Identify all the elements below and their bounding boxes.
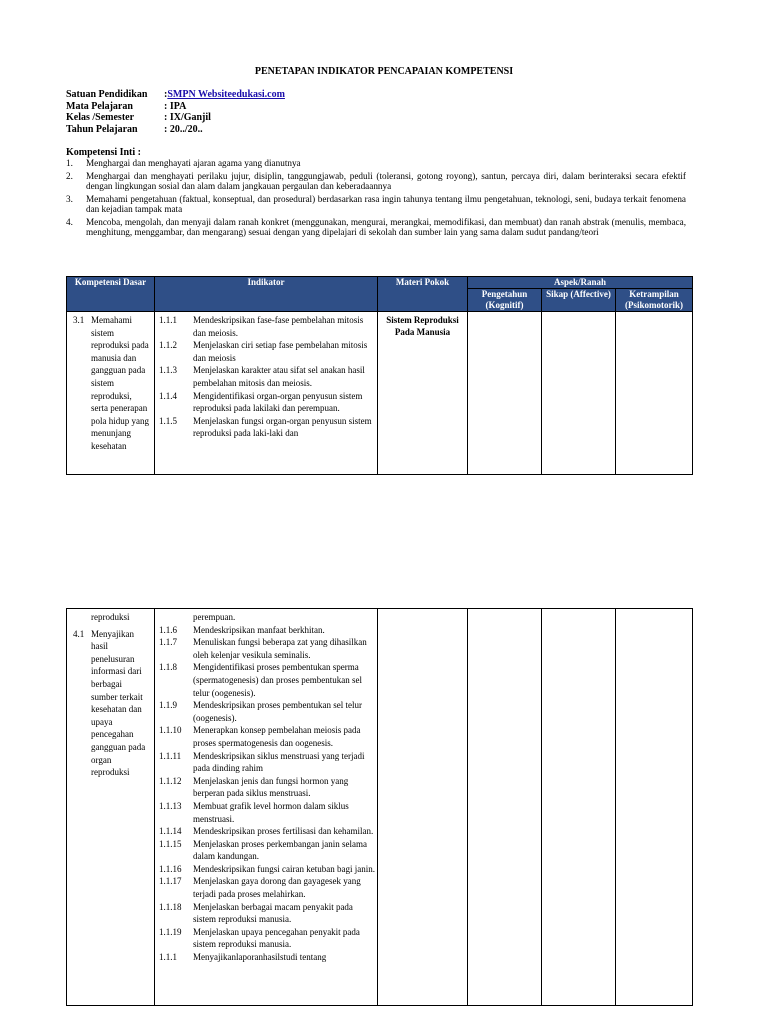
document-title: PENETAPAN INDIKATOR PENCAPAIAN KOMPETENSI: [254, 66, 514, 77]
indicator-item: [159, 390, 375, 415]
indicator-text: Mendeskripsikan siklus menstruasi yang terjadi pada dinding rahim: [193, 750, 365, 774]
header-materi-pokok: Materi Pokok: [378, 277, 468, 312]
indicator-text: Menjelaskan karakter atau sifat sel anakan hasil pembelahan mitosis dan meiosis.: [193, 365, 365, 388]
indicator-item: [159, 901, 375, 926]
indicator-item: [159, 750, 375, 775]
indicator-text: Membuat grafik level hormon dalam siklus menstruasi.: [193, 800, 349, 824]
kd-item: [73, 314, 152, 453]
indicator-number: 1.1.17: [159, 876, 182, 887]
indicator-item: [159, 838, 375, 863]
indicator-item: [159, 800, 375, 825]
indicator-text: Menjelaskan fungsi organ-organ penyusun sistem reproduksi pada laki-laki dan: [193, 415, 372, 439]
sikap-cell: [542, 312, 616, 475]
ki-heading: Kompetensi Inti :: [66, 147, 141, 158]
meta-label: Satuan Pendidikan: [66, 89, 148, 100]
header-ketrampilan: Ketrampilan (Psikomotorik): [616, 289, 693, 312]
indicator-text: Mendeskripsikan manfaat berkhitan.: [193, 624, 325, 635]
indicator-item: [159, 724, 375, 749]
kd-number: 3.1: [73, 315, 85, 325]
indicator-text: Mendeskripsikan fungsi cairan ketuban bagi janin.: [193, 863, 375, 874]
indicator-text: Menjelaskan ciri setiap fase pembelahan mitosis dan meiosis: [193, 340, 368, 363]
indicator-item: [159, 926, 375, 951]
ki-text: Menghargai dan menghayati ajaran agama yang dianutnya: [86, 158, 301, 168]
indicator-item: [159, 415, 375, 440]
indicator-item-continued: [159, 611, 375, 624]
ki-number: 2.: [66, 170, 73, 181]
indicator-number: 1.1.2: [159, 340, 177, 351]
indicator-table-page1: [66, 276, 693, 475]
kd-text: Memahami sistem reproduksi pada manusia dan gangguan pada sistem reproduksi, serta penerapan pola hidup yang menunjang kesehatan: [91, 315, 149, 451]
indicator-text: Menjelaskan jenis dan fungsi hormon yang berperan pada siklus menstruasi.: [193, 775, 349, 799]
indicator-text: Mendeskripsikan fase-fase pembelahan mitosis dan meiosis.: [193, 315, 364, 338]
indicator-number: 1.1.11: [159, 750, 182, 761]
indicator-item: [159, 624, 375, 637]
indicator-table-page2: [66, 608, 693, 1006]
header-pengetahuan: Pengetahun (Kognitif): [468, 289, 542, 312]
indicator-number: 1.1.15: [159, 838, 182, 849]
kd-item: [73, 628, 152, 779]
meta-value: : 20../20..: [164, 123, 203, 135]
indicator-number: 1.1.3: [159, 365, 177, 376]
kd-number: 4.1: [73, 628, 85, 639]
ketrampilan-cell: [616, 609, 693, 1006]
pengetahuan-cell: [468, 609, 542, 1006]
header-aspek-ranah: Aspek/Ranah: [468, 277, 693, 289]
indicator-item: [159, 364, 375, 389]
indicator-number: 1.1.5: [159, 415, 177, 426]
school-link[interactable]: SMPN Websiteedukasi.com: [167, 89, 285, 100]
ki-item: [66, 171, 686, 192]
indicator-number: 1.1.10: [159, 725, 182, 736]
kd-item-continued: [73, 611, 152, 624]
indicator-item: [159, 699, 375, 724]
kd-cell: [67, 312, 155, 475]
indicator-text: Mengidentifikasi organ-organ penyusun sistem reproduksi pada lakilaki dan perempuan.: [193, 390, 363, 414]
ki-item: [66, 158, 686, 169]
indicator-item: [159, 825, 375, 838]
ki-number: 4.: [66, 216, 73, 227]
ki-item: [66, 217, 686, 238]
indicator-text: Menjelaskan gaya dorong dan gayagesek yang terjadi pada proses melahirkan.: [193, 876, 361, 900]
header-indikator: Indikator: [155, 277, 378, 312]
meta-label: Tahun Pelajaran: [66, 123, 138, 135]
indicator-number: 1.1.8: [159, 662, 177, 673]
ki-text: Mencoba, mengolah, dan menyaji dalam ranah konkret (menggunakan, mengurai, merangkai, memodifikasi, dan membuat) dan ranah abstrak (menulis, membaca, menghitung, menggambar, dan mengarang) sesuai dengan yang dipelajari di sekolah dan sumber lain yang sama dalam sudut pandang/teori: [86, 216, 686, 237]
indicator-text: Mengidentifikasi proses pembentukan sperma (spermatogenesis) dan proses pembentukan sel telur (oogenesis).: [193, 662, 362, 698]
meta-block: [66, 89, 285, 135]
materi-pokok-cell: [378, 609, 468, 1006]
meta-value: :: [164, 89, 168, 100]
indicator-item: [159, 339, 375, 364]
meta-row-school: [66, 89, 285, 101]
indicator-number: 1.1.6: [159, 624, 177, 635]
indicator-text: Mendeskripsikan proses pembentukan sel telur (oogenesis).: [193, 700, 362, 723]
indicator-text: Menjelaskan berbagai macam penyakit pada sistem reproduksi manusia.: [193, 901, 353, 925]
indicator-item: [159, 875, 375, 900]
indicator-item: [159, 863, 375, 876]
ki-item: [66, 194, 686, 215]
indicator-number: 1.1.19: [159, 926, 182, 937]
indicator-text: Mendeskripsikan proses fertilisasi dan kehamilan.: [193, 826, 374, 837]
ki-number: 3.: [66, 193, 73, 204]
indicator-number: 1.1.12: [159, 775, 182, 786]
indicator-number: 1.1.4: [159, 390, 177, 401]
indicator-cell: [155, 609, 378, 1006]
indicator-item: [159, 314, 375, 339]
ketrampilan-cell: [616, 312, 693, 475]
header-kompetensi-dasar: Kompetensi Dasar: [67, 277, 155, 312]
materi-pokok-cell: Sistem Reproduksi Pada Manusia: [378, 312, 468, 475]
indicator-number: 1.1.1: [159, 315, 177, 325]
indicator-text: Menuliskan fungsi beberapa zat yang dihasilkan oleh kelenjar vesikula seminalis.: [193, 637, 367, 660]
ki-list: [66, 158, 686, 240]
kd-text: Menyajikan hasil penelusuran informasi dari berbagai sumber terkait kesehatan dan upaya pencegahan gangguan pada organ reproduksi: [91, 628, 146, 778]
indicator-text: Menjelaskan upaya pencegahan penyakit pada sistem reproduksi manusia.: [193, 926, 360, 950]
header-sikap: Sikap (Affective): [542, 289, 616, 312]
indicator-item: [159, 661, 375, 699]
indicator-number: 1.1.9: [159, 700, 177, 711]
indicator-number: 1.1.16: [159, 863, 182, 874]
indicator-number: 1.1.14: [159, 826, 182, 837]
kd-cell: [67, 609, 155, 1006]
ki-text: Menghargai dan menghayati perilaku jujur, disiplin, tanggungjawab, peduli (toleransi, gotong royong), santun, percaya diri, dalam berinteraksi secara efektif dengan lingkungan sosial dan alam dalam jangkauan pergaulan dan keberadaannya: [86, 170, 686, 191]
meta-value: : IX/Ganjil: [164, 112, 211, 123]
ki-text: Memahami pengetahuan (faktual, konseptual, dan prosedural) berdasarkan rasa ingin tahunya tentang ilmu pengetahuan, teknologi, seni, budaya terkait fenomena dan kejadian tampak mata: [86, 193, 686, 214]
kd-text: reproduksi: [91, 612, 130, 622]
indicator-text: perempuan.: [193, 612, 236, 622]
ki-number: 1.: [66, 158, 73, 168]
meta-value: : IPA: [164, 100, 187, 112]
indicator-cell: [155, 312, 378, 475]
indicator-item: [159, 775, 375, 800]
indicator-number: 1.1.18: [159, 901, 182, 912]
indicator-number: 1.1.1: [159, 952, 177, 963]
indicator-item: [159, 951, 375, 964]
indicator-text: Menerapkan konsep pembelahan meiosis pada proses spermatogenesis dan oogenesis.: [193, 725, 361, 748]
indicator-number: 1.1.7: [159, 637, 177, 648]
meta-label: Mata Pelajaran: [66, 100, 133, 112]
indicator-item: [159, 636, 375, 661]
indicator-text: Menjelaskan proses perkembangan janin selama dalam kandungan.: [193, 838, 367, 862]
meta-row-subject: [66, 101, 285, 113]
indicator-text: Menyajikanlaporanhasilstudi tentang: [193, 952, 327, 963]
meta-row-year: [66, 124, 285, 136]
indicator-number: 1.1.13: [159, 800, 182, 811]
pengetahuan-cell: [468, 312, 542, 475]
meta-label: Kelas /Semester: [66, 112, 135, 123]
sikap-cell: [542, 609, 616, 1006]
meta-row-class: [66, 112, 285, 124]
